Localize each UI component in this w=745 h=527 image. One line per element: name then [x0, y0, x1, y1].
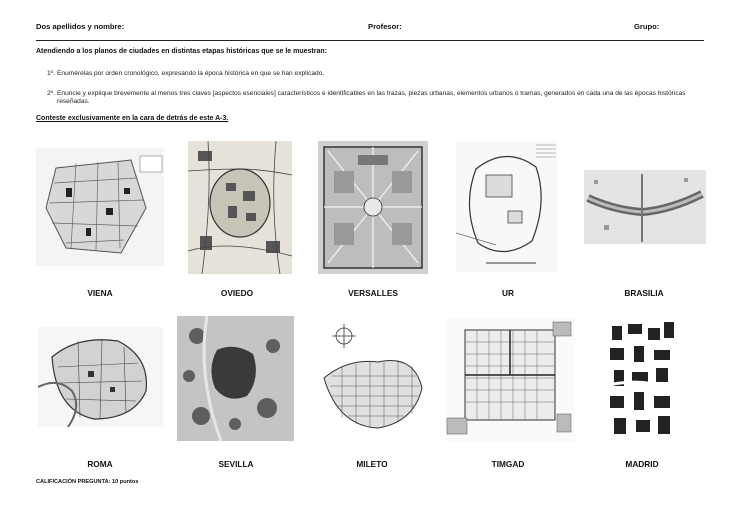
- city-label-timgad: TIMGAD: [491, 459, 525, 469]
- oviedo-map-image: [188, 141, 292, 274]
- city-label-madrid: MADRID: [625, 459, 659, 469]
- group-label: Grupo:: [634, 22, 660, 31]
- roma-map-image: [38, 327, 163, 427]
- question-text: Enumérelas por orden cronológico, expresando la época histórica en que se han explicado.: [57, 70, 325, 77]
- city-label-ur: UR: [502, 288, 514, 298]
- timgad-map-image: [445, 318, 575, 442]
- city-label-roma: ROMA: [87, 459, 113, 469]
- ur-map-image: [456, 141, 558, 272]
- sevilla-map-image: [177, 316, 294, 441]
- city-label-viena: VIENA: [87, 288, 113, 298]
- question-number: 2º.: [47, 90, 55, 97]
- mileto-map-image: [318, 318, 426, 438]
- intro-text: Atendiendo a los planos de ciudades en distintas etapas históricas que se le muestran:: [36, 48, 327, 55]
- madrid-map-image: [604, 316, 680, 444]
- versalles-map-image: [318, 141, 428, 274]
- question-text: Enuncie y explique brevemente al menos tres claves [aspectos esenciales] característicos e identificables en las trazas, piezas urbanas, elementos urbanos o tramas, generados en cada una de las épocas históricas reseñadas.: [57, 90, 686, 105]
- viena-map-image: [36, 148, 164, 266]
- name-label: Dos apellidos y nombre:: [36, 22, 125, 31]
- brasilia-map-image: [584, 170, 706, 244]
- answer-instruction: Conteste exclusivamente en la cara de detrás de este A-3.: [36, 115, 229, 122]
- city-label-brasilia: BRASILIA: [624, 288, 664, 298]
- city-label-sevilla: SEVILLA: [218, 459, 254, 469]
- city-label-versalles: VERSALLES: [348, 288, 398, 298]
- header-divider: [36, 40, 704, 41]
- city-label-mileto: MILETO: [356, 459, 388, 469]
- teacher-label: Profesor:: [368, 22, 402, 31]
- question-number: 1º.: [47, 70, 55, 77]
- city-label-oviedo: OVIEDO: [220, 288, 254, 298]
- grading-note: CALIFICACIÓN PREGUNTA: 10 puntos: [36, 479, 139, 485]
